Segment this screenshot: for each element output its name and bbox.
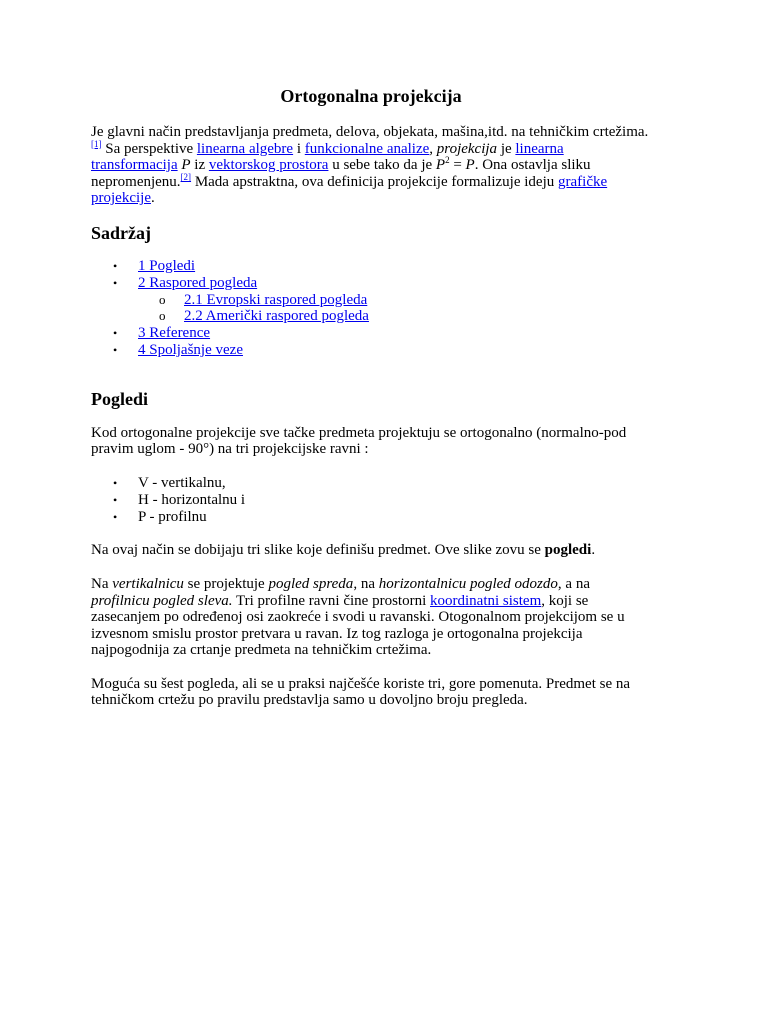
toc-link-evropski-raspored[interactable]: 2.1 Evropski raspored pogleda [184,291,368,308]
math-variable: P [181,157,191,174]
pogledi-paragraph-3 [91,576,651,659]
list-item: • H - horizontalnu i [91,492,651,509]
paragraph-text: , a na [557,575,590,592]
toc-title: Sadržaj [91,222,151,243]
paragraph-text: , na [353,575,379,592]
intro-text: u sebe tako da je [328,157,436,174]
reference-link-1[interactable]: [1] [91,138,102,149]
italic-term: vertikalnicu [112,575,184,592]
intro-text: i [293,140,305,157]
toc-item [91,325,651,342]
intro-italic: projekcija [436,140,498,157]
italic-term: pogled spreda [268,575,354,592]
toc-item [91,258,651,275]
toc-link-raspored-pogleda[interactable]: 2 Raspored pogleda [138,274,258,291]
intro-text: Mada apstraktna, ova definicija projekcije formalizuje ideju [191,173,558,190]
toc-subitem [91,292,651,309]
link-funkcionalne-analize[interactable]: funkcionalne analize [304,140,430,157]
intro-text: Je glavni način predstavljanja predmeta, delova, objekata, mašina,itd. na tehničkim crtežima. [91,124,649,140]
italic-term: profilnicu pogled sleva. [91,592,233,609]
list-item: • V - vertikalnu, [91,475,651,492]
link-koordinatni-sistem[interactable]: koordinatni sistem [430,592,542,609]
pogledi-paragraph-1: Kod ortogonalne projekcije sve tačke predmeta projektuju se ortogonalno (normalno-pod pravim uglom - 90°) na tri projekcijske ravni : [91,424,627,458]
projection-planes-list [91,475,651,525]
math-variable: P [435,157,446,174]
link-vektorskog-prostora[interactable]: vektorskog prostora [208,157,329,174]
intro-paragraph [91,124,651,207]
paragraph-text: se projektuje [183,575,269,592]
page-title: Ortogonalna projekcija [280,86,462,106]
intro-text: = [449,157,466,174]
toc-link-americki-raspored[interactable]: 2.2 Američki raspored pogleda [184,308,369,325]
intro-text: Sa perspektive [101,140,197,157]
bold-term: pogledi [544,542,592,559]
paragraph-text: , koji se zasecanjem po određenoj osi zaokreće i svodi u ravanski. Otogonalnom projekcijom se u izvesnom smislu prostor pretvara u ravan. Iz tog razloga je ortogonalna projekcija najpogodnija za crtanje predmeta na tehničkim crtežima. [91,592,625,659]
math-exponent: 2 [445,155,450,166]
list-item: • P - profilnu [91,509,651,526]
section-title-pogledi: Pogledi [91,388,148,409]
intro-text: , [429,140,437,157]
pogledi-paragraph-4: Moguća su šest pogleda, ali se u praksi najčešće koriste tri, gore pomenuta. Predmet se na tehničkom crtežu po pravilu predstavlja samo u dovoljno broju pregleda. [91,675,631,709]
toc-link-spoljasnje-veze[interactable]: 4 Spoljašnje veze [138,341,243,358]
paragraph-text: . [591,542,596,559]
italic-term: horizontalnicu pogled odozdo [378,575,558,592]
intro-text: . [150,190,155,207]
toc-item [91,275,651,292]
toc-link-reference[interactable]: 3 Reference [138,325,211,342]
intro-text: . Ona ostavlja sliku nepromenjenu. [91,157,591,190]
paragraph-text: Tri profilne ravni čine prostorni [232,592,430,609]
toc-link-pogledi[interactable]: 1 Pogledi [138,257,196,274]
toc-subitem [91,308,651,325]
intro-text: je [497,140,516,157]
reference-link-2[interactable]: [2] [180,171,192,182]
link-graficke-projekcije[interactable]: grafičke projekcije [91,173,608,207]
link-linearna-algebre[interactable]: linearna algebre [196,140,294,157]
article [91,86,651,709]
paragraph-text: Na [91,575,113,592]
intro-text: iz [190,157,209,174]
toc-item [91,342,651,359]
link-linearna-transformacija[interactable]: linearna transformacija [91,140,564,174]
math-variable: P [465,157,475,174]
pogledi-paragraph-2 [91,542,651,559]
paragraph-text: Na ovaj način se dobijaju tri slike koje definišu predmet. Ove slike zovu se [91,542,545,559]
table-of-contents [91,258,651,359]
